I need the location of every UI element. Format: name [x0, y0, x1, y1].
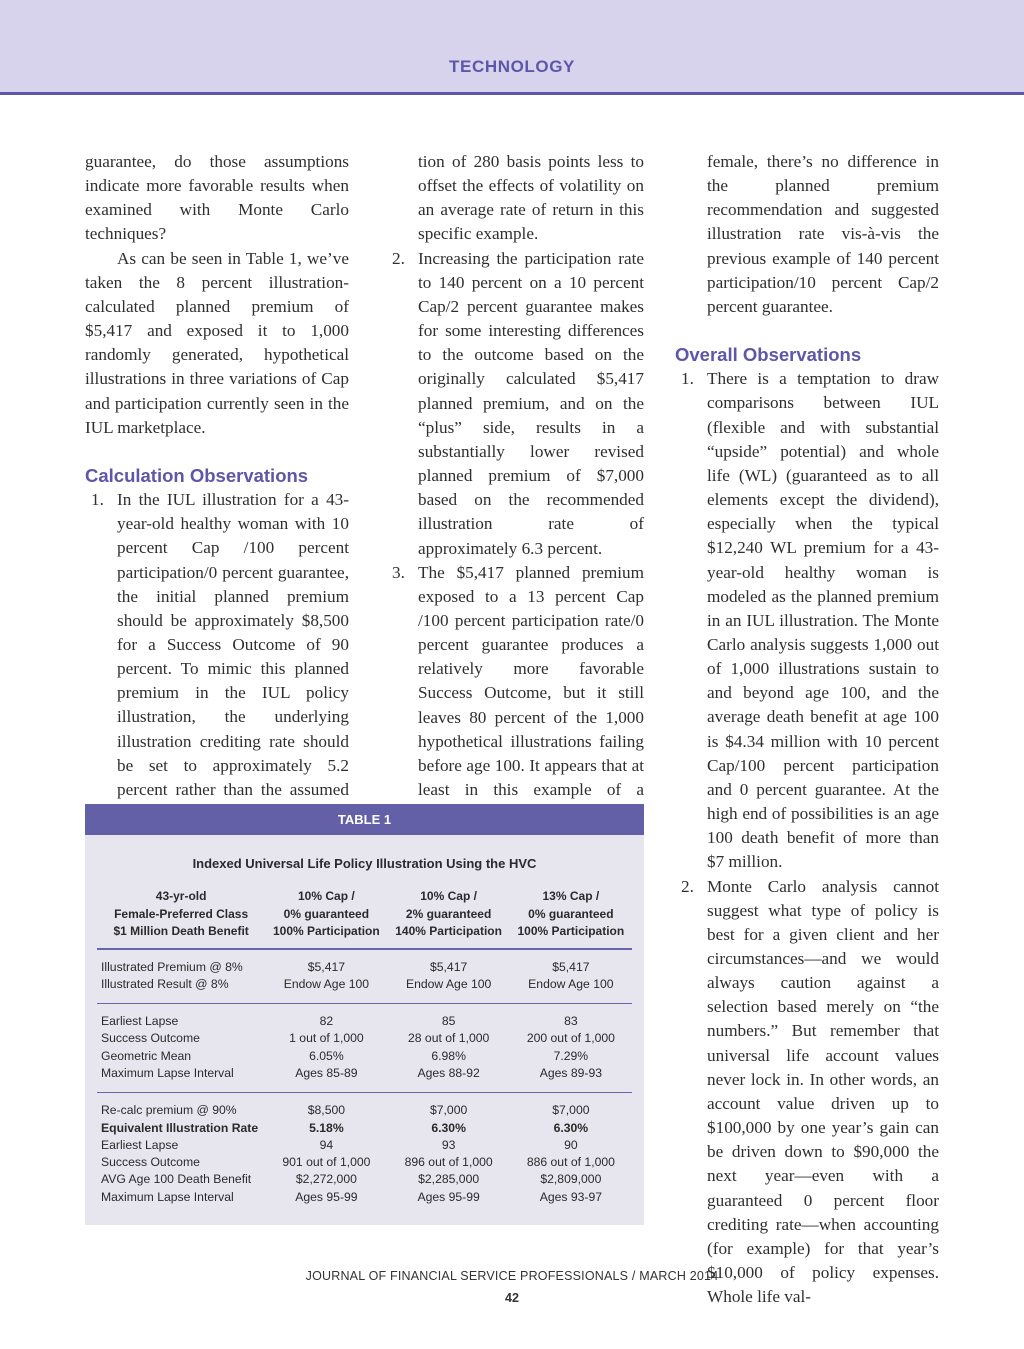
- table-row: [97, 1065, 632, 1082]
- table-row: [97, 1102, 632, 1119]
- header-line: 43-yr-old: [155, 889, 207, 903]
- table-cell: Endow Age 100: [405, 976, 492, 991]
- table-row: [97, 1048, 632, 1065]
- header-line: 13% Cap /: [542, 889, 600, 903]
- header-line: 100% Participation: [273, 924, 380, 938]
- section-heading-overall: Overall Observations: [675, 344, 862, 366]
- table-header-cell: [265, 888, 387, 941]
- table-1: [85, 804, 644, 1225]
- table-cell: Ages 93-97: [539, 1189, 603, 1204]
- table-cell: $5,417: [429, 959, 468, 974]
- table-cell: Endow Age 100: [283, 976, 370, 991]
- list-item-text: Increasing the participation rate to 140 percent on a 10 percent Cap/2 percent guarantee makes for some interesting differences to the outcome based on the originally calculated $5,417 planned premium, and on the “plus” side, results in a substantially lower revised planned premium of $7,000 based on the recommended illustration rate of approximately 6.3 percent.: [418, 248, 644, 558]
- row-label: Earliest Lapse: [101, 1137, 179, 1152]
- table-cell: 200 out of 1,000: [526, 1031, 615, 1046]
- header-line: $1 Million Death Benefit: [113, 924, 249, 938]
- overall-list: [675, 367, 939, 1309]
- table-cell: Endow Age 100: [528, 976, 614, 991]
- table-cell: 85: [441, 1014, 456, 1029]
- table-cell: 83: [564, 1014, 578, 1029]
- table-cell: Ages 95-99: [295, 1189, 358, 1204]
- paragraph: As can be seen in Table 1, we’ve taken the 8 percent illustration-calculated planned premium of $5,417 and exposed it to 1,000 randomly generated, hypothetical illustrations in three variations of Cap and participation currently seen in the IUL marketplace.: [85, 248, 349, 437]
- table-row: [97, 1137, 632, 1154]
- table-cell: 5.18%: [309, 1120, 344, 1135]
- table-header-cell: [387, 888, 509, 941]
- table-row: [97, 976, 632, 993]
- text-column-2: [386, 150, 644, 826]
- text-column-1: [85, 150, 349, 850]
- table-label: TABLE 1: [85, 804, 644, 835]
- row-label: Illustrated Premium @ 8%: [101, 959, 243, 974]
- header-band: [0, 0, 1024, 95]
- header-line: 10% Cap /: [420, 889, 477, 903]
- row-label: Maximum Lapse Interval: [101, 1189, 234, 1204]
- table-cell: 82: [319, 1014, 334, 1029]
- table-cell: Ages 85-89: [295, 1065, 358, 1080]
- row-label: Success Outcome: [101, 1031, 200, 1046]
- table-cell: 6.30%: [431, 1120, 466, 1135]
- list-item: [675, 875, 939, 1310]
- table-header-cell: [97, 888, 265, 941]
- list-number: 1.: [681, 369, 694, 389]
- text-column-3: [675, 150, 939, 1309]
- table-cell: $5,417: [307, 959, 346, 974]
- list-item: [386, 561, 644, 827]
- table-cell: 1 out of 1,000: [289, 1031, 364, 1046]
- header-line: Female-Preferred Class: [114, 906, 249, 921]
- list-item: [85, 488, 349, 850]
- journal-footer: JOURNAL OF FINANCIAL SERVICE PROFESSIONALS / MARCH 2014: [305, 1269, 719, 1283]
- list-item-continuation: [675, 150, 939, 319]
- table-row: [97, 1171, 632, 1188]
- table-title: Indexed Universal Life Policy Illustration Using the HVC: [192, 856, 537, 871]
- table-cell: $2,285,000: [418, 1172, 480, 1187]
- table-group-illustrated: [97, 950, 632, 1005]
- table-cell: 886 out of 1,000: [526, 1155, 615, 1170]
- header-line: 0% guaranteed: [528, 906, 614, 921]
- table-row: [97, 1189, 632, 1206]
- calculation-list: [85, 488, 349, 850]
- header-line: 100% Participation: [517, 924, 625, 938]
- row-label: AVG Age 100 Death Benefit: [101, 1172, 252, 1187]
- row-label: Success Outcome: [101, 1155, 200, 1170]
- table-row: [97, 959, 632, 976]
- table-cell: 6.30%: [553, 1120, 589, 1135]
- page-number: 42: [505, 1291, 519, 1305]
- table-cell: Ages 88-92: [417, 1065, 480, 1080]
- list-item-text: Monte Carlo analysis cannot suggest what type of policy is best for a given client and her circumstances—and we would always caution against a selection based merely on “the numbers.” But remember that universal life account values never lock in. In other words, an account value driven up to $100,000 by one year’s gain can be driven down to $90,000 the next year—even with a guaranteed 0 percent floor crediting rate—when accounting (for example) for that year’s $10,000 of policy expenses. Whole life val-: [707, 876, 939, 1307]
- table-cell: 90: [564, 1137, 578, 1152]
- list-item-text: The $5,417 planned premium exposed to a 13 percent Cap /100 percent participation rate/0 percent guarantee produces a relatively more favorable Success Outcome, but it still leaves 80 percent of the 1,000 hypothetical illustrations failing before age 100. It appears that at least in this example of a: [418, 562, 644, 800]
- table-row: [97, 1013, 632, 1030]
- list-item: [386, 247, 644, 561]
- table-cell: 901 out of 1,000: [282, 1155, 371, 1170]
- table-cell: 7.29%: [553, 1048, 589, 1063]
- table-cell: $7,000: [552, 1103, 590, 1118]
- table-cell: 93: [441, 1137, 456, 1152]
- section-label: TECHNOLOGY: [449, 57, 575, 76]
- list-item-text: female, there’s no difference in the planned premium recommendation and suggested illustration rate vis-à-vis the previous example of 140 percent participation/10 percent Cap/2 percent guarantee.: [707, 152, 939, 316]
- row-label: Re-calc premium @ 90%: [101, 1103, 237, 1118]
- table-cell: 94: [319, 1137, 334, 1152]
- table-header-row: [97, 888, 632, 950]
- paragraph: guarantee, do those assumptions indicate more favorable results when examined with Monte Carlo techniques?: [85, 152, 349, 244]
- list-item-text: In the IUL illustration for a 43-year-old healthy woman with 10 percent Cap /100 percent participation/0 percent guarantee, the initial planned premium should be approximately $8,500 for a Success Outcome of 90 percent. To mimic this planned premium in the IUL policy illustration, the underlying illustration crediting rate should be set to approximately 5.2 percent rather than the assumed: [117, 490, 349, 799]
- table-cell: 896 out of 1,000: [404, 1155, 493, 1170]
- row-label: Illustrated Result @ 8%: [101, 976, 229, 991]
- table-cell: 6.05%: [309, 1048, 344, 1063]
- row-label: Maximum Lapse Interval: [101, 1065, 234, 1080]
- table-cell: $5,417: [552, 959, 590, 974]
- table-row: [97, 1030, 632, 1047]
- list-item-continuation: [386, 150, 644, 247]
- table-header-cell: [510, 888, 632, 941]
- list-item-text: tion of 280 basis points less to offset the effects of volatility on an average rate of return in this specific example.: [418, 152, 644, 244]
- table-cell: Ages 95-99: [417, 1189, 480, 1204]
- table-row-emphasis: [97, 1120, 632, 1137]
- row-label: Earliest Lapse: [101, 1014, 179, 1029]
- calculation-list-continued: [386, 150, 644, 826]
- header-line: 10% Cap /: [298, 889, 355, 903]
- list-number: 2.: [392, 248, 405, 268]
- table-cell: $2,809,000: [540, 1172, 602, 1187]
- list-number: 3.: [392, 562, 405, 582]
- table-cell: $8,500: [307, 1103, 346, 1118]
- row-label: Geometric Mean: [101, 1048, 192, 1063]
- header-line: 140% Participation: [395, 924, 502, 938]
- section-heading-calculation: Calculation Observations: [85, 464, 309, 486]
- table-group-simulation: [97, 1004, 632, 1093]
- table-cell: $2,272,000: [295, 1172, 357, 1187]
- table-row: [97, 1154, 632, 1171]
- header-line: 0% guaranteed: [283, 906, 370, 921]
- row-label: Equivalent Illustration Rate: [101, 1120, 259, 1135]
- table-cell: $7,000: [429, 1103, 468, 1118]
- list-item: [675, 367, 939, 874]
- header-line: 2% guaranteed: [405, 906, 492, 921]
- table-cell: 28 out of 1,000: [407, 1031, 490, 1046]
- list-number: 1.: [91, 490, 104, 510]
- calculation-list-continued: [675, 150, 939, 319]
- table-cell: Ages 89-93: [539, 1065, 603, 1080]
- table-group-recalc: [97, 1093, 632, 1216]
- list-number: 2.: [681, 876, 694, 896]
- table-cell: 6.98%: [431, 1048, 466, 1063]
- list-item-text: There is a temptation to draw comparisons between IUL (flexible and with substantial “upside” potential) and whole life (WL) (guaranteed as to all elements except the dividend), especially when the typical $12,240 WL premium for a 43-year-old healthy woman is modeled as the planned premium in an IUL illustration. The Monte Carlo analysis suggests 1,000 out of 1,000 illustrations sustain to and beyond age 100, and the average death benefit at age 100 is $4.34 million with 10 percent Cap/100 percent participation and 0 percent guarantee. At the high end of possibilities is an age 100 death benefit of more than $7 million.: [707, 369, 939, 872]
